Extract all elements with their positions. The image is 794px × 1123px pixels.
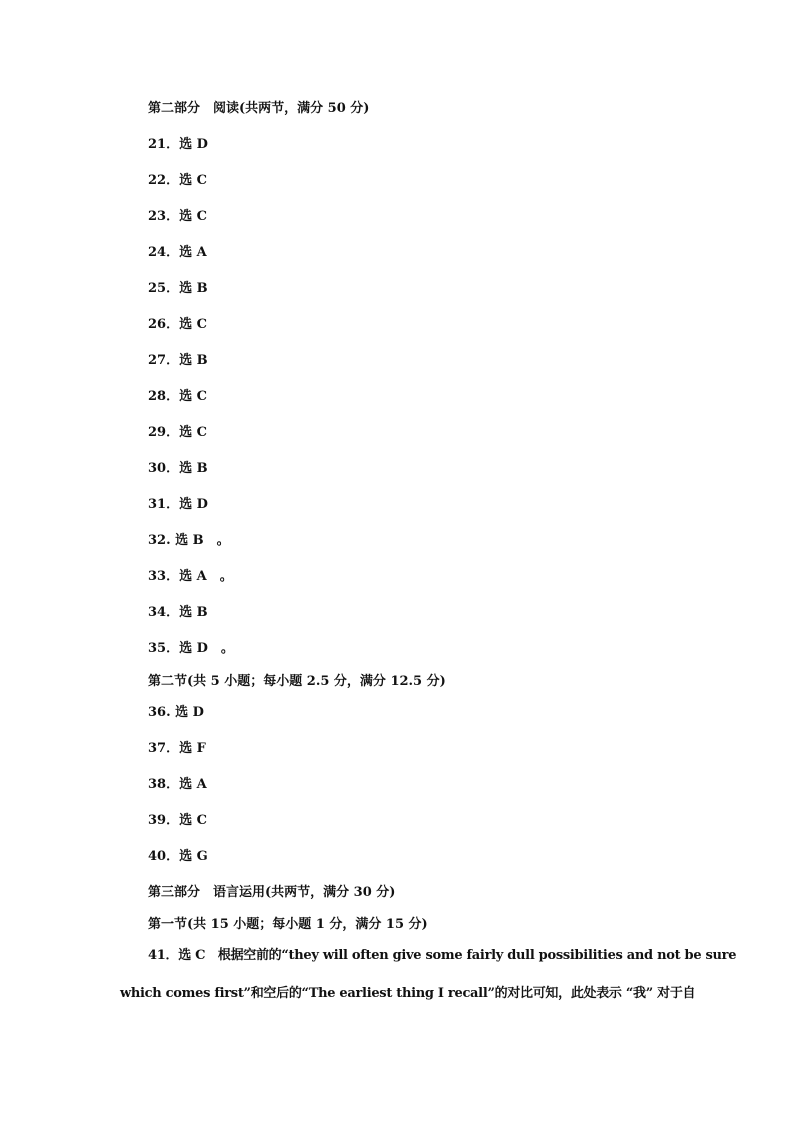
answer-32: 32. 选 B 。 bbox=[148, 533, 230, 548]
answer-35: 35．选 D 。 bbox=[148, 641, 234, 656]
section2-heading: 第二部分 阅读(共两节，满分 50 分) bbox=[148, 101, 370, 116]
answer-39: 39．选 C bbox=[148, 813, 207, 828]
answer-26: 26．选 C bbox=[148, 317, 207, 332]
section3-part1-heading: 第一节(共 15 小题；每小题 1 分，满分 15 分) bbox=[148, 917, 428, 932]
answer-28: 28．选 C bbox=[148, 389, 207, 404]
answer-41-line-2: which comes first”和空后的“The earliest thing I recall”的对比可知，此处表示 “我” 对于自 bbox=[120, 986, 696, 1001]
answer-41-line-1: 41．选 C 根据空前的“they will often give some fairly dull possibilities and not be sure bbox=[148, 948, 737, 963]
answer-27: 27．选 B bbox=[148, 353, 208, 368]
answer-23: 23．选 C bbox=[148, 209, 207, 224]
answer-34: 34．选 B bbox=[148, 605, 208, 620]
answer-29: 29．选 C bbox=[148, 425, 207, 440]
answer-33: 33．选 A 。 bbox=[148, 569, 233, 584]
answer-22: 22．选 C bbox=[148, 173, 207, 188]
answer-30: 30．选 B bbox=[148, 461, 208, 476]
answer-25: 25．选 B bbox=[148, 281, 208, 296]
answer-36: 36. 选 D bbox=[148, 705, 204, 720]
answer-40: 40．选 G bbox=[148, 849, 208, 864]
answer-38: 38．选 A bbox=[148, 777, 207, 792]
section2-part2-heading: 第二节(共 5 小题；每小题 2.5 分，满分 12.5 分) bbox=[148, 674, 446, 689]
section3-heading: 第三部分 语言运用(共两节，满分 30 分) bbox=[148, 885, 396, 900]
answer-31: 31．选 D bbox=[148, 497, 208, 512]
answer-21: 21．选 D bbox=[148, 137, 208, 152]
answer-37: 37．选 F bbox=[148, 741, 206, 756]
answer-24: 24．选 A bbox=[148, 245, 207, 260]
